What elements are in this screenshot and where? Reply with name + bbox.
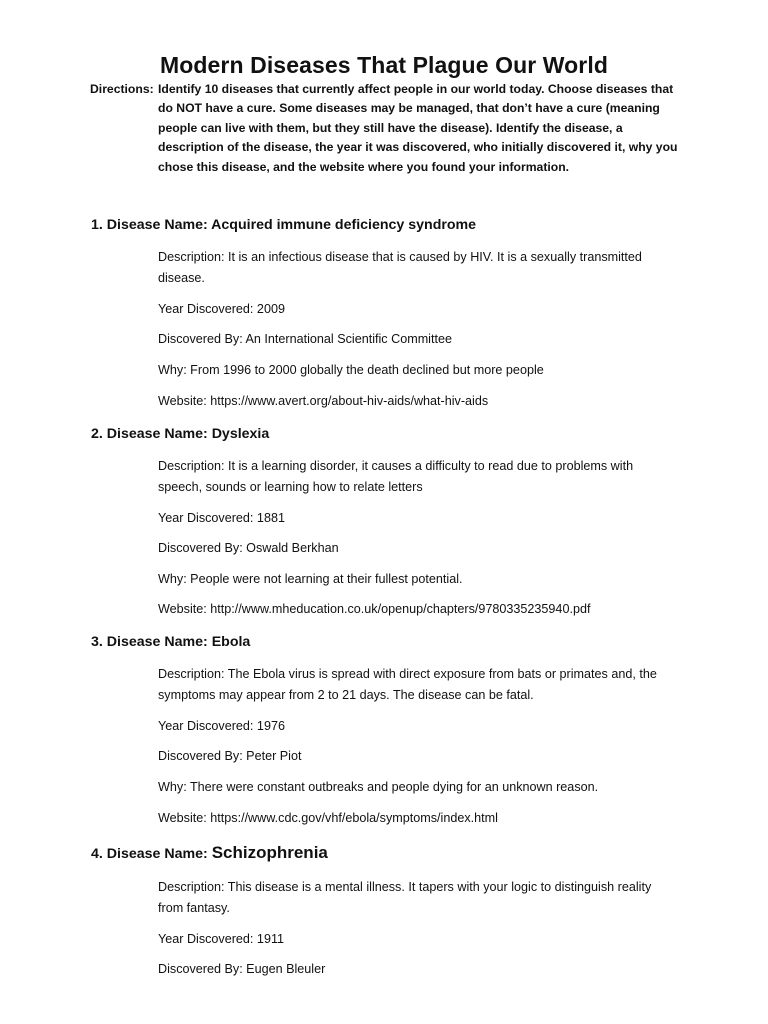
disease-heading — [91, 424, 269, 444]
disease-heading — [91, 843, 328, 864]
disease-name: Ebola — [211, 634, 251, 650]
directions-text: Identify 10 diseases that currently affect people in our world today. Choose diseases that do NOT have a cure. Some diseases may be managed, that don’t have a cure (meaning people can live with them, but they still have the disease). Identify the disease, a description of the disease, the year it was discovered, who initially discovered it, why you chose this disease, and the website where you found your information. — [158, 82, 678, 174]
disease-year: Year Discovered: 2009 — [158, 302, 285, 316]
disease-name: Dyslexia — [211, 426, 270, 442]
disease-website: Website: https://www.cdc.gov/vhf/ebola/symptoms/index.html — [158, 811, 498, 825]
disease-year: Year Discovered: 1881 — [158, 511, 285, 525]
disease-heading — [91, 215, 476, 235]
disease-label: 2. Disease Name: — [91, 426, 208, 442]
disease-description: Description: The Ebola virus is spread with direct exposure from bats or primates and, the symptoms may appear from 2 to 21 days. The disease can be fatal. — [158, 667, 657, 702]
disease-discovered-by: Discovered By: An International Scientific Committee — [158, 332, 452, 346]
disease-website: Website: http://www.mheducation.co.uk/openup/chapters/9780335235940.pdf — [158, 602, 591, 616]
directions-label: Directions: — [90, 82, 154, 96]
disease-why: Why: From 1996 to 2000 globally the death declined but more people — [158, 363, 544, 377]
disease-name: Acquired immune deficiency syndrome — [211, 217, 477, 233]
disease-year: Year Discovered: 1976 — [158, 719, 285, 733]
disease-website: Website: https://www.avert.org/about-hiv-aids/what-hiv-aids — [158, 394, 489, 408]
disease-why: Why: There were constant outbreaks and people dying for an unknown reason. — [158, 780, 599, 794]
disease-year: Year Discovered: 1911 — [158, 932, 285, 946]
disease-description: Description: It is an infectious disease that is caused by HIV. It is a sexually transmitted disease. — [158, 250, 642, 285]
disease-label: 3. Disease Name: — [91, 634, 208, 650]
page-title: Modern Diseases That Plague Our World — [159, 52, 609, 78]
disease-discovered-by: Discovered By: Oswald Berkhan — [158, 541, 339, 555]
disease-discovered-by: Discovered By: Eugen Bleuler — [158, 962, 326, 976]
disease-why: Why: People were not learning at their fullest potential. — [158, 572, 463, 586]
disease-label: 4. Disease Name: — [91, 846, 208, 862]
directions-block — [90, 80, 690, 177]
disease-heading — [91, 632, 250, 652]
disease-label: 1. Disease Name: — [91, 217, 208, 233]
disease-name: Schizophrenia — [211, 843, 328, 862]
disease-discovered-by: Discovered By: Peter Piot — [158, 749, 302, 763]
disease-description: Description: It is a learning disorder, it causes a difficulty to read due to problems with speech, sounds or learning how to relate letters — [158, 459, 634, 494]
disease-description: Description: This disease is a mental illness. It tapers with your logic to distinguish reality from fantasy. — [158, 880, 652, 915]
